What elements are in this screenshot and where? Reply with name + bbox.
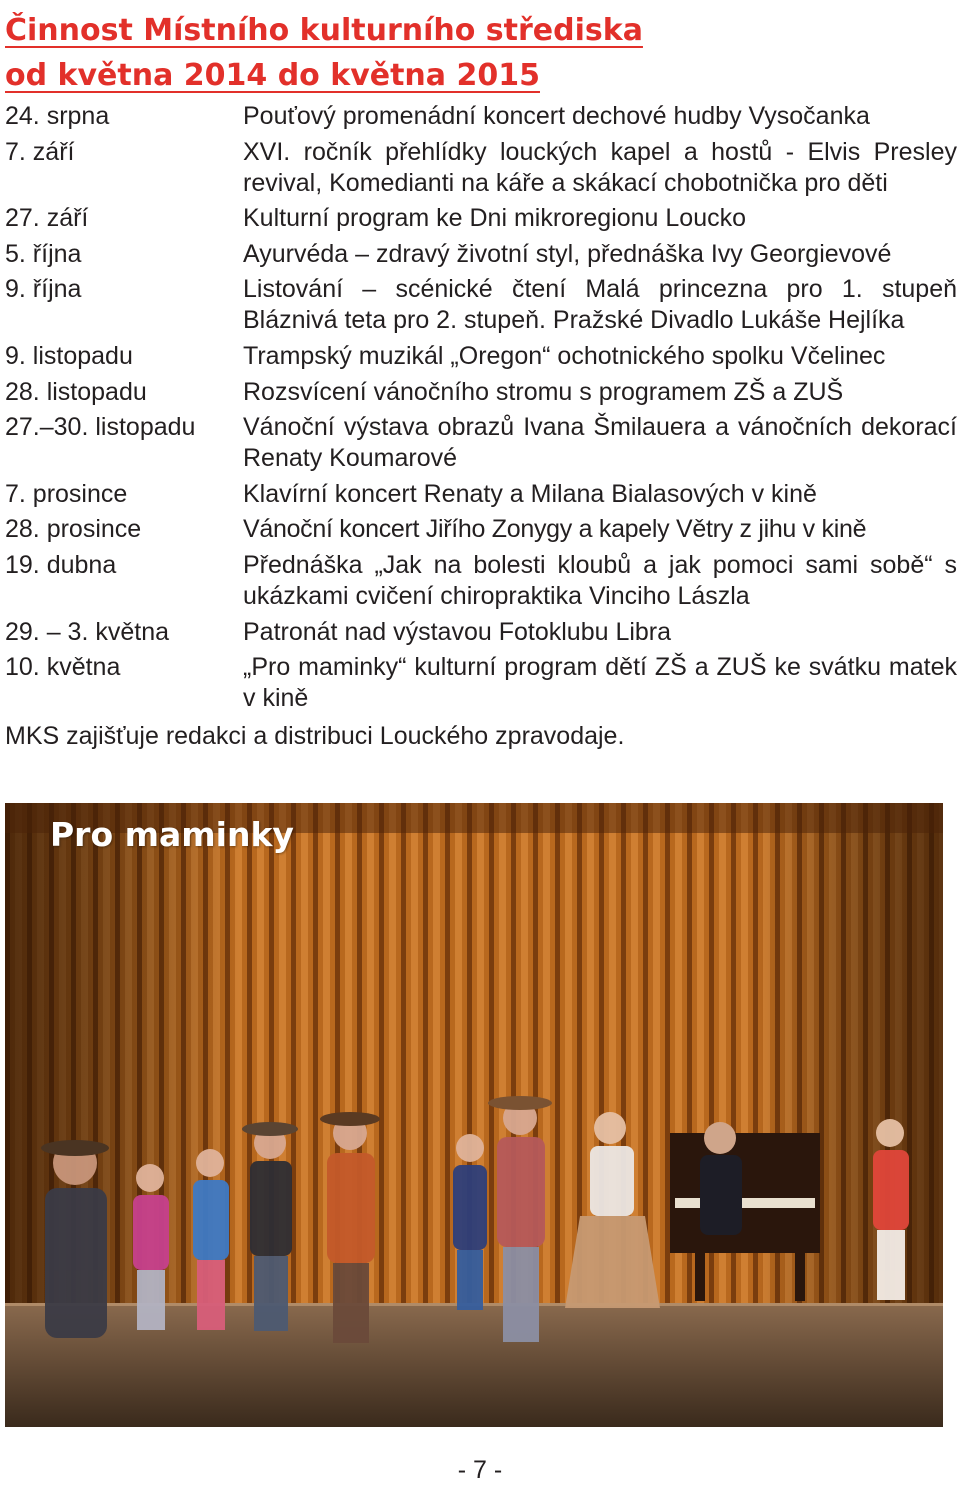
event-row: [5, 239, 957, 270]
event-description: Vánoční koncert Jiřího Zonygy a kapely Větry z jihu v kině: [243, 515, 867, 544]
event-date: 24. srpna: [5, 102, 110, 130]
event-row: [5, 101, 957, 132]
event-row: [5, 550, 957, 612]
event-date: 27. září: [5, 204, 89, 233]
photo-caption: Pro maminky: [50, 815, 294, 854]
event-description: Pouťový promenádní koncert dechové hudby Vysočanka: [243, 102, 870, 130]
event-date: 9. listopadu: [5, 341, 133, 370]
event-date: 9. října: [5, 275, 82, 304]
stage-scene-illustration: [5, 803, 943, 1427]
event-row: [5, 652, 957, 714]
event-description: Vánoční výstava obrazů Ivana Šmilauera a vánočních dekorací Renaty Koumarové: [243, 413, 957, 473]
event-description: Patronát nad výstavou Fotoklubu Libra: [243, 617, 672, 646]
event-date: 19. dubna: [5, 550, 117, 579]
event-date: 27.–30. listopadu: [5, 413, 196, 442]
event-description: Trampský muzikál „Oregon“ ochotnického spolku Včelinec: [243, 341, 886, 370]
event-description: „Pro maminky“ kulturní program dětí ZŠ a ZUŠ ke svátku matek v kině: [243, 653, 957, 713]
event-description: Kulturní program ke Dni mikroregionu Loucko: [243, 204, 747, 233]
event-description: Ayurvéda – zdravý životní styl, přednáška Ivy Georgievové: [243, 239, 892, 268]
event-description: Klavírní koncert Renaty a Milana Bialasových v kině: [243, 479, 817, 508]
event-date: 10. května: [5, 653, 121, 682]
event-date: 28. listopadu: [5, 377, 147, 406]
event-row: [5, 377, 957, 408]
event-row: [5, 203, 957, 234]
event-row: [5, 617, 957, 648]
event-date: 5. října: [5, 239, 82, 268]
page-number: - 7 -: [457, 1456, 503, 1484]
event-date: 29. – 3. května: [5, 617, 170, 646]
event-description: XVI. ročník přehlídky louckých kapel a hostů - Elvis Presley revival, Komedianti na káře a skákací chobotnička pro děti: [243, 137, 957, 197]
event-description: Přednáška „Jak na bolesti kloubů a jak pomoci sami sobě“ s ukázkami cvičení chiropraktika Vinciho Lászla: [243, 550, 957, 610]
event-date: 28. prosince: [5, 515, 142, 544]
event-row: [5, 274, 957, 336]
event-row: [5, 479, 957, 510]
heading-line-1: Činnost Místního kulturního střediska: [5, 13, 643, 48]
stage-photo: [5, 803, 943, 1427]
closing-note: MKS zajišťuje redakci a distribuci Louckého zpravodaje.: [5, 722, 625, 750]
event-row: [5, 412, 957, 474]
event-row: [5, 514, 957, 545]
event-row: [5, 341, 957, 372]
heading-line-2: od května 2014 do května 2015: [5, 58, 540, 93]
event-date: 7. prosince: [5, 479, 128, 508]
article-heading: [5, 8, 643, 98]
event-list: [5, 101, 957, 719]
event-date: 7. září: [5, 137, 75, 166]
event-row: [5, 137, 957, 199]
event-description: Rozsvícení vánočního stromu s programem ZŠ a ZUŠ: [243, 377, 844, 406]
event-description: Listování – scénické čtení Malá princezna pro 1. stupeň Bláznivá teta pro 2. stupeň. Pražské Divadlo Lukáše Hejlíka: [243, 275, 957, 335]
